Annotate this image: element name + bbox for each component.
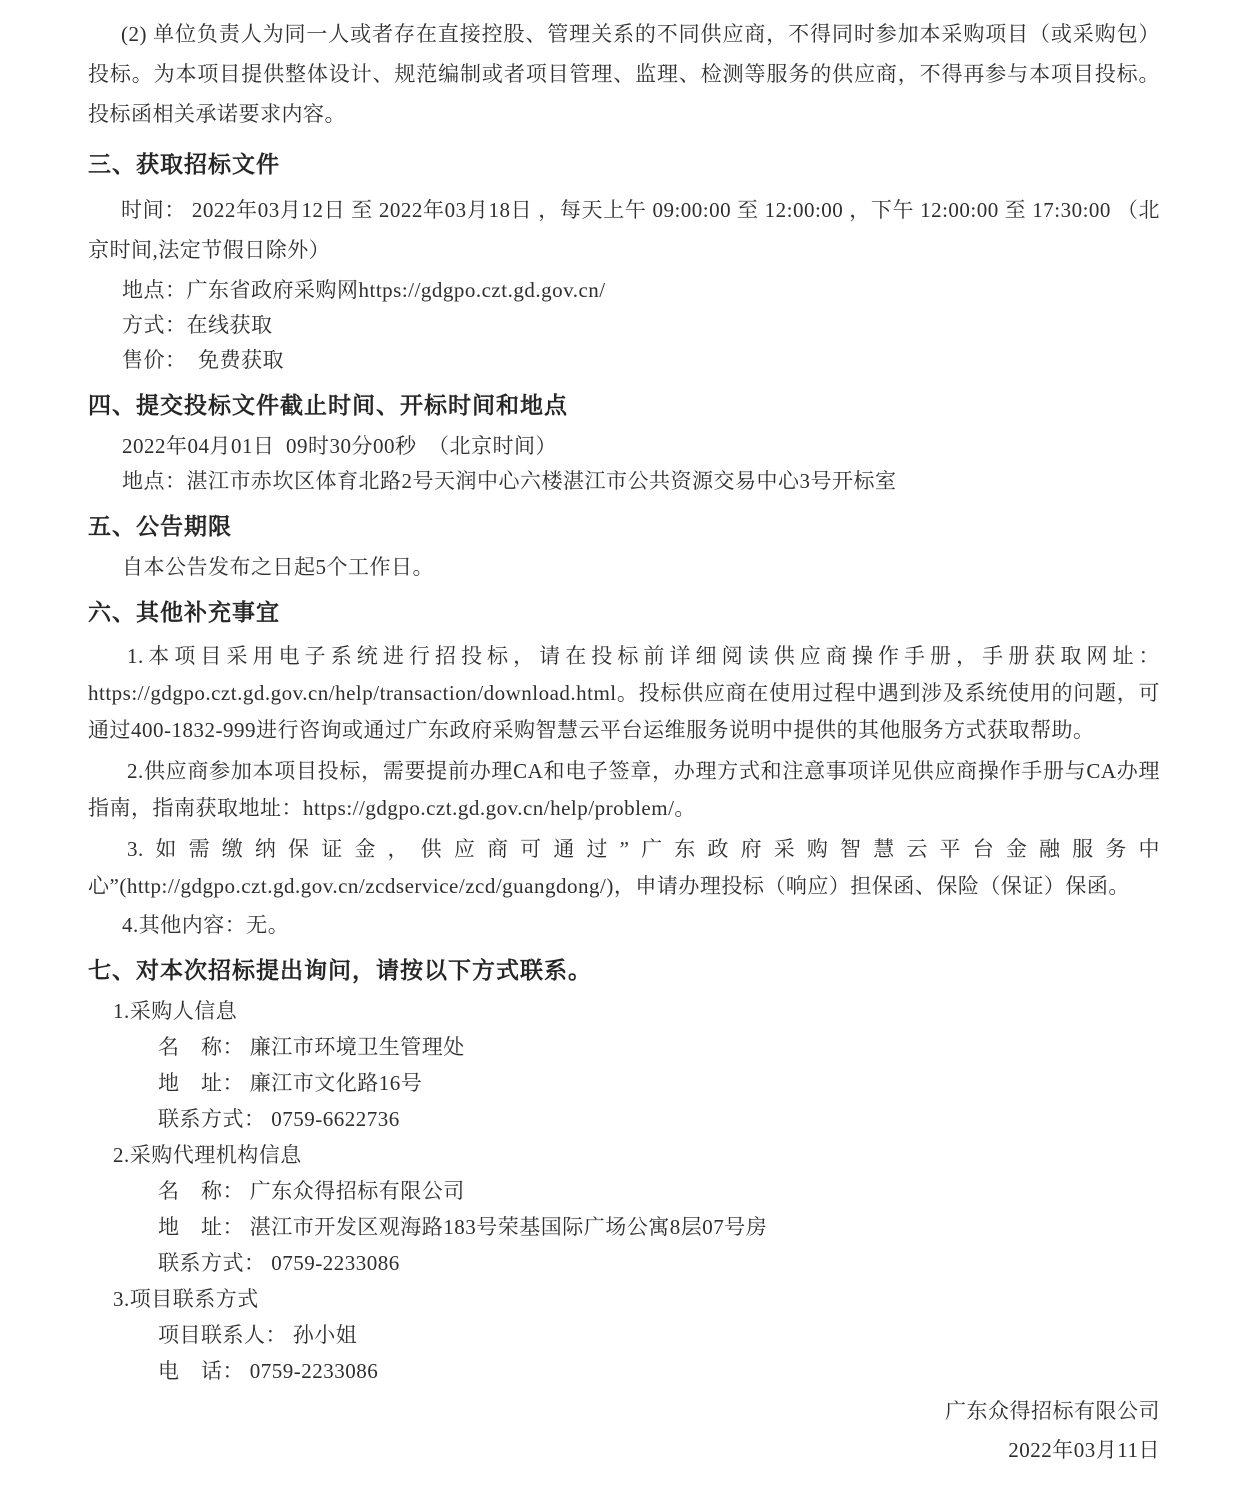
purchaser-address: 地 址： 廉江市文化路16号: [158, 1071, 423, 1095]
section-3-method: 方式：在线获取: [122, 313, 273, 337]
project-contact-person: 项目联系人： 孙小姐: [158, 1323, 358, 1347]
purchaser-info-heading: 1.采购人信息: [113, 999, 238, 1023]
section-3-time: 时间： 2022年03月12日 至 2022年03月18日 ，每天上午 09:00:00 至 12:00:00 ，下午 12:00:00 至 17:30:00 （北京时间,法定节假日除外）: [88, 198, 1160, 262]
section-5-body: 自本公告发布之日起5个工作日。: [122, 555, 434, 579]
intro-paragraph: (2) 单位负责人为同一人或者存在直接控股、管理关系的不同供应商，不得同时参加本采购项目（或采购包）投标。为本项目提供整体设计、规范编制或者项目管理、监理、检测等服务的供应商，不得再参与本项目投标。投标函相关承诺要求内容。: [88, 22, 1160, 126]
section-7-title: 七、对本次招标提出询问，请按以下方式联系。: [88, 958, 592, 983]
section-4-deadline: 2022年04月01日 09时30分00秒 （北京时间）: [122, 434, 557, 458]
agency-contact: 联系方式： 0759-2233086: [158, 1251, 400, 1275]
section-6-item-2: 2.供应商参加本项目投标，需要提前办理CA和电子签章，办理方式和注意事项详见供应商操作手册与CA办理指南，指南获取地址：https://gdgpo.czt.gd.gov.cn/help/problem/。: [88, 759, 1160, 820]
agency-name: 名 称： 广东众得招标有限公司: [158, 1179, 465, 1203]
section-3-title: 三、获取招标文件: [88, 152, 280, 177]
purchaser-contact: 联系方式： 0759-6622736: [158, 1107, 400, 1131]
purchaser-name: 名 称： 廉江市环境卫生管理处: [158, 1035, 465, 1059]
section-6-item-4: 4.其他内容：无。: [122, 913, 290, 937]
agency-info-heading: 2.采购代理机构信息: [113, 1143, 302, 1167]
section-4-title: 四、提交投标文件截止时间、开标时间和地点: [88, 393, 568, 418]
section-3-price: 售价： 免费获取: [122, 348, 284, 372]
section-6-item-1: 1.本项目采用电子系统进行招投标，请在投标前详细阅读供应商操作手册，手册获取网址：https://gdgpo.czt.gd.gov.cn/help/transaction/download.html。投标供应商在使用过程中遇到涉及系统使用的问题，可通过400-1832-999进行咨询或通过广东政府采购智慧云平台运维服务说明中提供的其他服务方式获取帮助。: [88, 644, 1160, 742]
project-contact-heading: 3.项目联系方式: [113, 1287, 259, 1311]
section-3-place: 地点：广东省政府采购网https://gdgpo.czt.gd.gov.cn/: [122, 278, 606, 302]
signature-company: 广东众得招标有限公司: [945, 1399, 1160, 1423]
signature-date: 2022年03月11日: [1008, 1438, 1160, 1462]
document-page: [88, 14, 1160, 1465]
section-6-title: 六、其他补充事宜: [88, 600, 280, 625]
agency-address: 地 址： 湛江市开发区观海路183号荣基国际广场公寓8层07号房: [158, 1215, 768, 1239]
section-6-item-3: 3.如需缴纳保证金，供应商可通过”广东政府采购智慧云平台金融服务中心”(http://gdgpo.czt.gd.gov.cn/zcdservice/zcd/guangdong/)，申请办理投标（响应）担保函、保险（保证）保函。: [88, 837, 1160, 898]
project-contact-phone: 电 话： 0759-2233086: [158, 1359, 379, 1383]
section-5-title: 五、公告期限: [88, 514, 232, 539]
section-4-place: 地点：湛江市赤坎区体育北路2号天润中心六楼湛江市公共资源交易中心3号开标室: [122, 469, 897, 493]
